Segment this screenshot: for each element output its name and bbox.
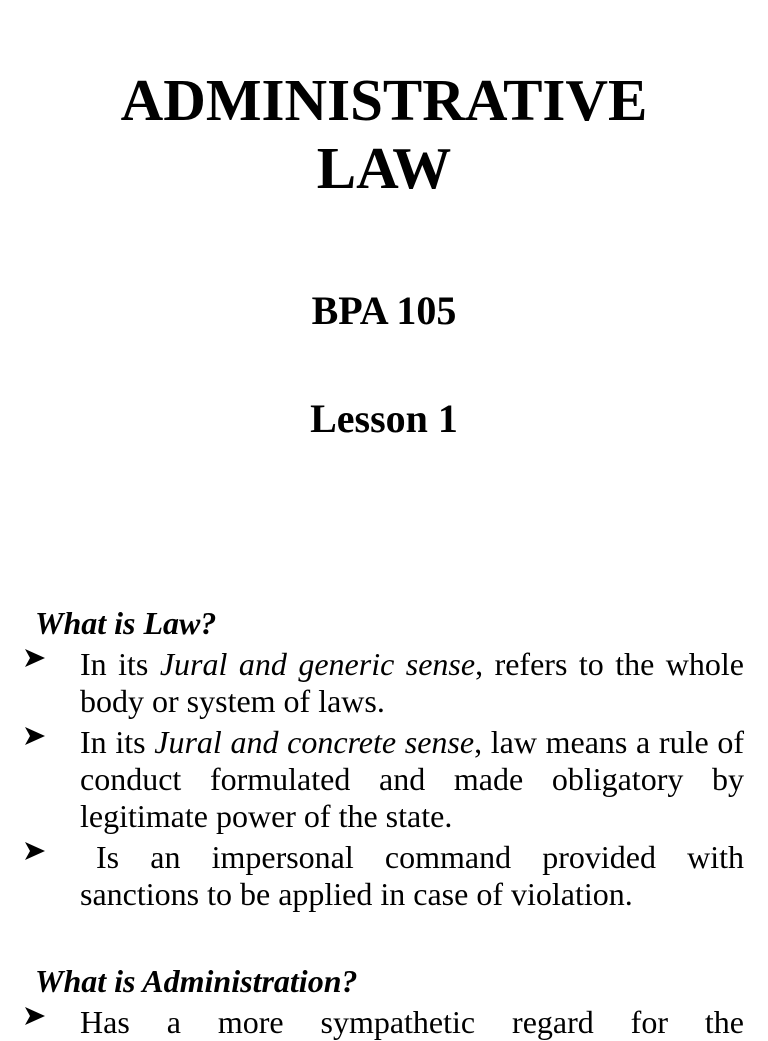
bullet-list [0,646,768,913]
bullet-list [0,1004,768,1041]
item-emphasis: Jural and concrete sense [154,724,475,760]
item-suffix: , law means a rule of conduct formulated and made obligatory by legitimate power of the state. [80,724,744,834]
item-emphasis: Jural and generic sense [159,646,476,682]
list-item [0,839,768,913]
list-item [0,1004,768,1041]
title-line-1: ADMINISTRATIVE [120,67,648,133]
list-item [0,646,768,720]
item-suffix: , refers to the whole body or system of laws. [80,646,745,719]
item-text: Is an impersonal command provided with sanctions to be applied in case of violation. [80,839,744,912]
section-what-is-law [0,604,768,913]
arrowhead-bullet-icon [24,840,46,862]
title-line-2: LAW [316,135,452,201]
section-heading: What is Law? [35,605,217,641]
list-item [0,724,768,835]
lesson-label: Lesson 1 [310,396,458,441]
item-prefix: In its [80,646,160,682]
document-title [0,66,768,202]
arrowhead-bullet-icon [24,647,46,669]
section-what-is-administration [0,962,768,1041]
item-text: Has a more sympathetic regard for the [80,1004,744,1040]
section-heading: What is Administration? [35,963,358,999]
item-prefix: In its [80,724,155,760]
course-code: BPA 105 [311,288,457,333]
arrowhead-bullet-icon [24,725,46,747]
